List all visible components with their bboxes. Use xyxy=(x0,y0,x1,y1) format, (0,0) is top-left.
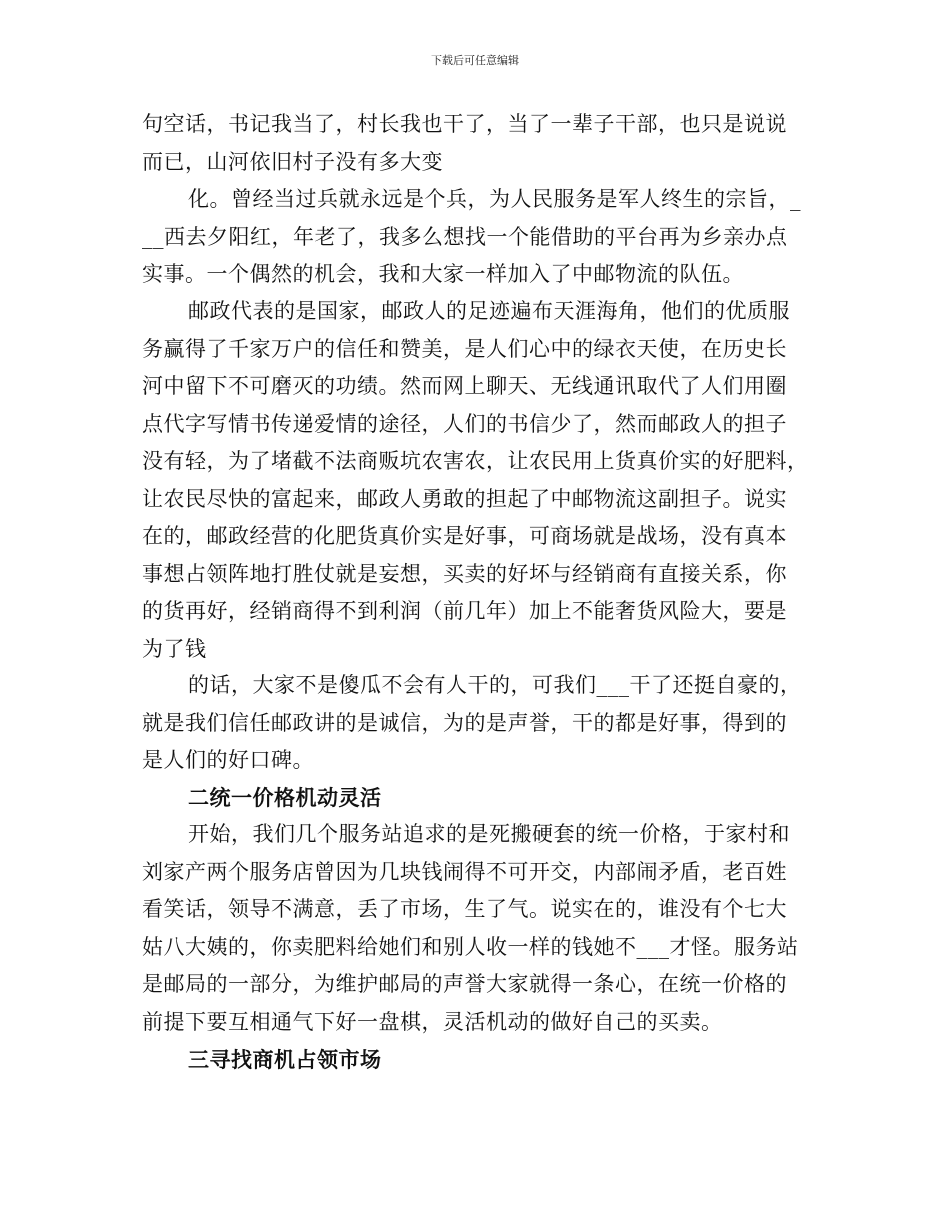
text-line: 看笑话，领导不满意，丢了市场，生了气。说实在的，谁没有个七大 xyxy=(142,897,787,921)
text-line: 化。曾经当过兵就永远是个兵，为人民服务是军人终生的宗旨，_ xyxy=(188,187,801,211)
text-line: 邮政代表的是国家，邮政人的足迹遍布天涯海角，他们的优质服 xyxy=(188,299,790,323)
text-line: 为了钱 xyxy=(142,636,207,661)
text-line: 没有轻，为了堵截不法商贩坑农害农，让农民用上货真价实的好肥料， xyxy=(142,449,809,473)
text-line: 的货再好，经销商得不到利润（前几年）加上不能奢货风险大，要是 xyxy=(142,599,787,623)
text-line: 就是我们信任邮政讲的是诚信，为的是声誉，干的都是好事，得到的 xyxy=(142,710,787,735)
text-line: 让农民尽快的富起来，邮政人勇敢的担起了中邮物流这副担子。说实 xyxy=(142,486,787,511)
text-line: 刘家产两个服务店曾因为几块钱闹得不可开交，内部闹矛盾，老百姓 xyxy=(142,859,787,884)
page-header-note: 下载后可任意编辑 xyxy=(431,54,519,67)
text-line: 而已，山河依旧村子没有多大变 xyxy=(142,149,443,174)
text-line: 务赢得了千家万户的信任和赞美，是人们心中的绿衣天使，在历史长 xyxy=(142,336,787,361)
text-line: 开始，我们几个服务站追求的是死搬硬套的统一价格，于家村和 xyxy=(188,822,790,846)
paragraph-4 xyxy=(142,667,814,780)
paragraph-2 xyxy=(142,181,814,294)
text-line: 实事。一个偶然的机会，我和大家一样加入了中邮物流的队伍。 xyxy=(142,262,744,286)
section-heading-2 xyxy=(142,779,814,817)
paragraph-5 xyxy=(142,816,814,1041)
text-line: 点代字写情书传递爱情的途径，人们的书信少了，然而邮政人的担子 xyxy=(142,411,787,436)
paragraph-3 xyxy=(142,293,814,668)
section-heading-3 xyxy=(142,1041,814,1079)
text-line: 河中留下不可磨灭的功绩。然而网上聊天、无线通讯取代了人们用圈 xyxy=(142,374,787,398)
text-line: 前提下要互相通气下好一盘棋，灵活机动的做好自己的买卖。 xyxy=(142,1009,723,1034)
text-line: 句空话，书记我当了，村长我也干了，当了一辈子干部，也只是说说 xyxy=(142,112,787,136)
text-line: 姑八大姨的，你卖肥料给她们和别人收一样的钱她不___才怪。服务站 xyxy=(142,934,799,959)
text-line: 是邮局的一部分，为维护邮局的声誉大家就得一条心，在统一价格的 xyxy=(142,972,787,996)
text-line: 在的，邮政经营的化肥货真价实是好事，可商场就是战场，没有真本 xyxy=(142,524,787,548)
heading-text: 二统一价格机动灵活 xyxy=(188,785,382,810)
heading-text: 三寻找商机占领市场 xyxy=(188,1047,382,1072)
text-line: 事想占领阵地打胜仗就是妄想，买卖的好坏与经销商有直接关系，你 xyxy=(142,561,787,586)
text-line: 是人们的好口碑。 xyxy=(142,748,314,772)
text-line: __西去夕阳红，年老了，我多么想找一个能借助的平台再为乡亲办点 xyxy=(142,224,788,249)
paragraph-1 xyxy=(142,106,814,181)
text-line: 的话，大家不是傻瓜不会有人干的，可我们___干了还挺自豪的， xyxy=(188,673,802,697)
